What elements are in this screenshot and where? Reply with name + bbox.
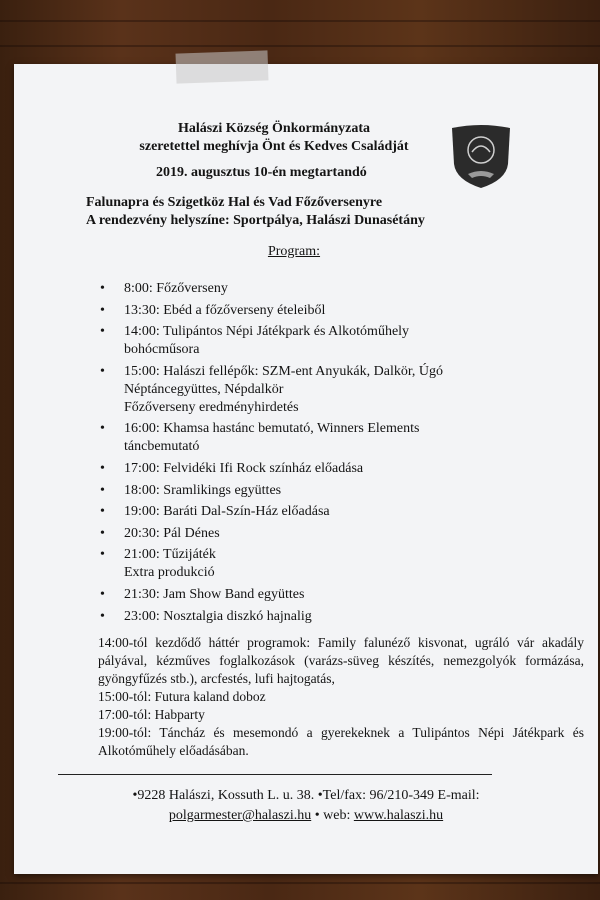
event-title [86,194,425,230]
footer-email-link[interactable]: polgarmester@halaszi.hu [168,808,312,823]
bullet-icon: • [100,302,105,318]
program-item-line: Extra produkció [124,565,215,581]
program-item-line: táncbemutató [124,439,200,455]
program-item-line: 16:00: Khamsa hastánc bemutató, Winners Elements [124,421,420,437]
header-line-2: szeretettel meghívja Önt és Kedves Családját [139,139,409,154]
program-item-line: 21:30: Jam Show Band együttes [124,586,305,602]
bullet-icon: • [100,608,105,624]
program-item [100,363,443,417]
bullet-icon: • [100,281,105,296]
bullet-icon: • [100,547,105,563]
coat-of-arms-icon [450,124,512,190]
program-item [100,420,443,456]
wood-grain [0,45,600,47]
extra-program-line: 19:00-tól: Táncház és mesemondó a gyerekeknek a Tulipántos Népi Játékpark és Alkotóműhely előadásában. [98,725,584,758]
bullet-icon: • [100,586,105,602]
footer-web-link[interactable]: www.halaszi.hu [353,808,444,823]
bullet-icon: • [100,504,105,520]
program-item-line: Néptáncegyüttes, Népdalkör [124,381,284,397]
footer-web-prefix: • web: [311,808,354,823]
extra-program-line: 14:00-tól kezdődő háttér programok: Family falunéző kisvonat, ugráló vár akadály pályával, kézműves foglalkozások (varázs-süveg készítés, nemezgolyók formázása, gyöngyfűzés stb.), arcfestés, lufi hajtogatás, [98,635,584,686]
event-venue: A rendezvény helyszíne: Sportpálya, Halászi Dunasétány [86,213,425,228]
paper-sheet [14,64,598,874]
program-item-line: 19:00: Baráti Dal-Szín-Ház előadása [124,504,330,520]
footer-address: •9228 Halászi, Kossuth L. u. 38. •Tel/fax: 96/210-349 E-mail: [132,788,480,803]
bullet-icon: • [100,482,105,498]
tape [176,50,269,83]
footer [14,786,598,826]
program-list [100,280,443,626]
bullet-icon: • [100,460,105,476]
program-item [100,302,443,320]
program-item [100,525,443,543]
extra-programs [98,634,584,760]
program-item-line: 23:00: Nosztalgia diszkó hajnalig [124,608,312,624]
program-item [100,608,443,626]
bullet-icon: • [100,363,105,379]
header-line-1: Halászi Község Önkormányzata [177,121,371,136]
program-item [100,482,443,500]
program-item [100,280,443,298]
program-item-line: Főzőverseny eredményhirdetés [124,399,299,415]
program-item [100,546,443,582]
program-item [100,503,443,521]
program-item-line: 14:00: Tulipántos Népi Játékpark és Alkotóműhely [124,324,410,340]
divider [58,774,492,775]
program-title: Program: [267,244,321,259]
program-item-line: 13:30: Ebéd a főzőverseny ételeiből [124,302,326,318]
event-date: 2019. augusztus 10-én megtartandó [156,165,367,180]
program-item [100,323,443,359]
bullet-icon: • [100,421,105,437]
program-item-line: 21:00: Tűzijáték [124,547,216,563]
program-item-line: 17:00: Felvidéki Ifi Rock színház előadása [124,460,364,476]
program-item [100,460,443,478]
extra-program-line: 17:00-tól: Habparty [98,707,205,722]
program-item-line: 8:00: Főzőverseny [124,281,228,296]
event-line-1: Falunapra és Szigetköz Hal és Vad Főzőversenyre [86,195,383,210]
bullet-icon: • [100,324,105,340]
program-item-line: 20:30: Pál Dénes [124,525,220,541]
program-item-line: bohócműsora [124,342,200,358]
program-item [100,586,443,604]
bullet-icon: • [100,525,105,541]
extra-program-line: 15:00-tól: Futura kaland doboz [98,689,266,704]
wood-grain [0,20,600,22]
program-item-line: 15:00: Halászi fellépők: SZM-ent Anyukák, Dalkör, Úgó [124,363,444,379]
wood-grain [0,882,600,884]
program-item-line: 18:00: Sramlikings együttes [124,482,282,498]
